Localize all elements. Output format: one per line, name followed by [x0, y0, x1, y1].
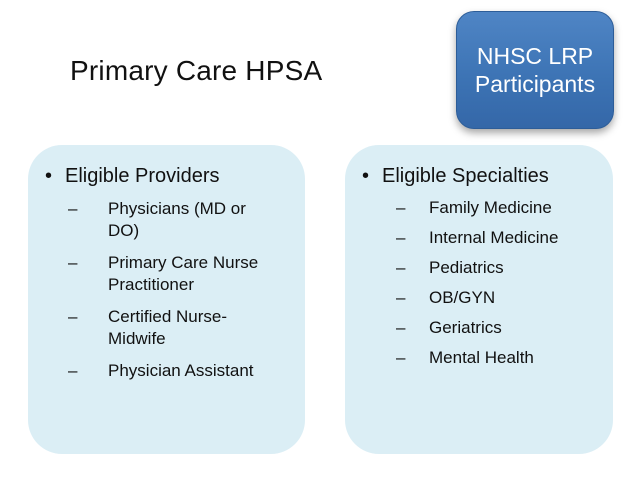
specialty-item-pediatrics: [396, 257, 601, 279]
slide-title: Primary Care HPSA: [70, 55, 323, 86]
specialty-item-family-medicine: [396, 197, 601, 219]
eligible-providers-panel: [28, 145, 305, 454]
specialty-item-mental-health: [396, 347, 601, 369]
badge-line-2: Participants: [474, 71, 596, 97]
eligible-providers-heading-row: [45, 164, 220, 189]
specialty-item-obgyn: [396, 287, 601, 309]
specialty-item-label: Mental Health: [429, 348, 534, 367]
specialty-item-label: Family Medicine: [429, 198, 552, 217]
specialty-item-label: OB/GYN: [429, 288, 496, 307]
provider-item-nurse-practitioner-line-2: Practitioner: [108, 275, 194, 294]
provider-item-physicians: [68, 198, 278, 242]
specialty-item-label: Pediatrics: [429, 258, 504, 277]
dash-icon: –: [68, 253, 78, 272]
bullet-icon: •: [362, 165, 370, 187]
dash-icon: –: [68, 307, 78, 326]
dash-icon: –: [396, 348, 406, 367]
dash-icon: –: [68, 199, 78, 218]
provider-item-nurse-practitioner-line-1: Primary Care Nurse: [108, 253, 259, 272]
provider-item-nurse-midwife: [68, 306, 278, 350]
eligible-specialties-heading: Eligible Specialties: [382, 165, 549, 187]
dash-icon: –: [68, 361, 78, 380]
provider-item-nurse-practitioner: [68, 252, 278, 296]
provider-item-physicians-line-2: DO): [108, 221, 140, 240]
provider-item-nurse-midwife-line-2: Midwife: [108, 329, 166, 348]
eligible-specialties-list: [396, 197, 601, 377]
specialty-item-label: Geriatrics: [429, 318, 502, 337]
dash-icon: –: [396, 318, 406, 337]
specialty-item-internal-medicine: [396, 227, 601, 249]
eligible-providers-heading: Eligible Providers: [65, 165, 220, 187]
provider-item-physician-assistant-line-1: Physician Assistant: [108, 361, 254, 380]
dash-icon: –: [396, 288, 406, 307]
eligible-specialties-panel: [345, 145, 613, 454]
provider-item-physicians-line-1: Physicians (MD or: [108, 199, 246, 218]
provider-item-physician-assistant: [68, 360, 278, 382]
dash-icon: –: [396, 258, 406, 277]
badge-line-1: NHSC LRP: [476, 42, 594, 69]
provider-item-nurse-midwife-line-1: Certified Nurse-: [108, 307, 228, 326]
dash-icon: –: [396, 228, 406, 247]
eligible-specialties-heading-row: [362, 164, 549, 189]
dash-icon: –: [396, 198, 406, 217]
eligible-providers-list: [68, 198, 278, 392]
participants-badge: [456, 11, 614, 129]
bullet-icon: •: [45, 165, 53, 187]
specialty-item-label: Internal Medicine: [429, 228, 559, 247]
specialty-item-geriatrics: [396, 317, 601, 339]
